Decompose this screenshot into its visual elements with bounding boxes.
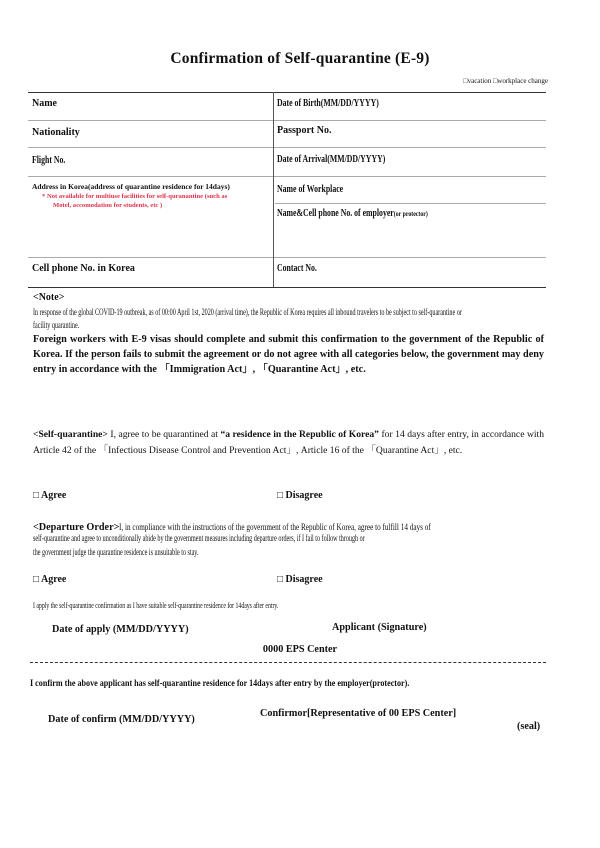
employer-label: Name&Cell phone No. of employer(or protector) [277, 208, 428, 219]
contact-label: Contact No. [277, 263, 317, 274]
table-row-divider [275, 203, 546, 204]
arrival-label: Date of Arrival(MM/DD/YYYY) [277, 154, 386, 165]
self-quarantine-agree-checkbox[interactable]: □ Agree [33, 490, 67, 501]
table-row-divider [28, 176, 546, 177]
confirmor-label: Confirmor[Representative of 00 EPS Center] [260, 708, 457, 719]
table-row-divider [28, 147, 546, 148]
address-label: Address in Korea(address of quarantine residence for 14days) [32, 182, 230, 191]
departure-order-heading: <Departure Order> [33, 522, 120, 533]
purpose-checkboxes[interactable]: □vacation □workplace change [463, 77, 548, 85]
page-title: Confirmation of Self-quarantine (E-9) [170, 50, 430, 67]
address-note-line2: Motel, accomodation for students, etc ) [53, 202, 163, 209]
table-top-border [28, 92, 546, 93]
table-bottom-border [28, 287, 546, 288]
date-of-confirm-label: Date of confirm (MM/DD/YYYY) [48, 714, 195, 725]
note-line2: facility quarantine. [33, 320, 80, 330]
departure-order-line1-row: <Departure Order>I, in compliance with the instructions of the government of the Republic of Korea, agree to fulfill 14 days of [33, 522, 432, 533]
self-quarantine-paragraph: <Self-quarantine> I, agree to be quarantined at “a residence in the Republic of Korea” for 14 days after entry, in accordance with Article 42 of the 「Infectious Disease Control and Prevention Act」, Article 16 of the 「Quarantine Act」, etc. [33, 429, 545, 456]
table-row-divider [28, 120, 546, 121]
note-heading: <Note> [33, 292, 65, 303]
self-quarantine-heading: <Self-quarantine> [33, 429, 108, 440]
eps-center-label: 0000 EPS Center [262, 644, 338, 655]
dob-label: Date of Birth(MM/DD/YYYY) [277, 98, 379, 109]
apply-statement: I apply the self-quarantine confirmation as I have suitable self-quarantine residence for 14days after entry. [33, 600, 279, 610]
passport-label: Passport No. [277, 125, 332, 136]
name-label: Name [32, 98, 57, 109]
departure-order-agree-checkbox[interactable]: □ Agree [33, 574, 67, 585]
dashed-separator [30, 662, 546, 663]
departure-order-disagree-checkbox[interactable]: □ Disagree [277, 574, 323, 585]
applicant-signature-label: Applicant (Signature) [332, 622, 427, 633]
confirm-statement: I confirm the above applicant has self-quarantine residence for 14days after entry by the employer(protector). [30, 678, 410, 688]
cellphone-label: Cell phone No. in Korea [32, 263, 135, 274]
workplace-label: Name of Workplace [277, 184, 344, 195]
departure-order-line2: self-quarantine and agree to unconditionally abide by the government measures including departure orders, if I fail to follow through or [33, 533, 365, 543]
date-of-apply-label: Date of apply (MM/DD/YYYY) [52, 624, 189, 635]
table-column-divider [273, 92, 274, 287]
nationality-label: Nationality [32, 127, 80, 138]
table-row-divider [28, 257, 546, 258]
note-bold-paragraph: Foreign workers with E-9 visas should complete and submit this confirmation to the government of the Republic of Korea. If the person fails to submit the agreement or do not agree with all categories below, the government may deny entry in accordance with the 「Immigration Act」, 「Quarantine Act」, etc. [33, 334, 544, 375]
address-note-line1: * Not available for multiuse facilities for self-quranantine (such as [42, 193, 228, 200]
self-quarantine-disagree-checkbox[interactable]: □ Disagree [277, 490, 323, 501]
note-line1: In response of the global COVID-19 outbreak, as of 00:00 April 1st, 2020 (arrival time), the Republic of Korea requires all inbound travelers to be subject to self-quarantine or [33, 307, 462, 317]
departure-order-line3: the government judge the quarantine residence is unsuitable to stay. [33, 547, 199, 557]
flight-label: Flight No. [32, 155, 66, 166]
seal-label: (seal) [517, 721, 541, 732]
